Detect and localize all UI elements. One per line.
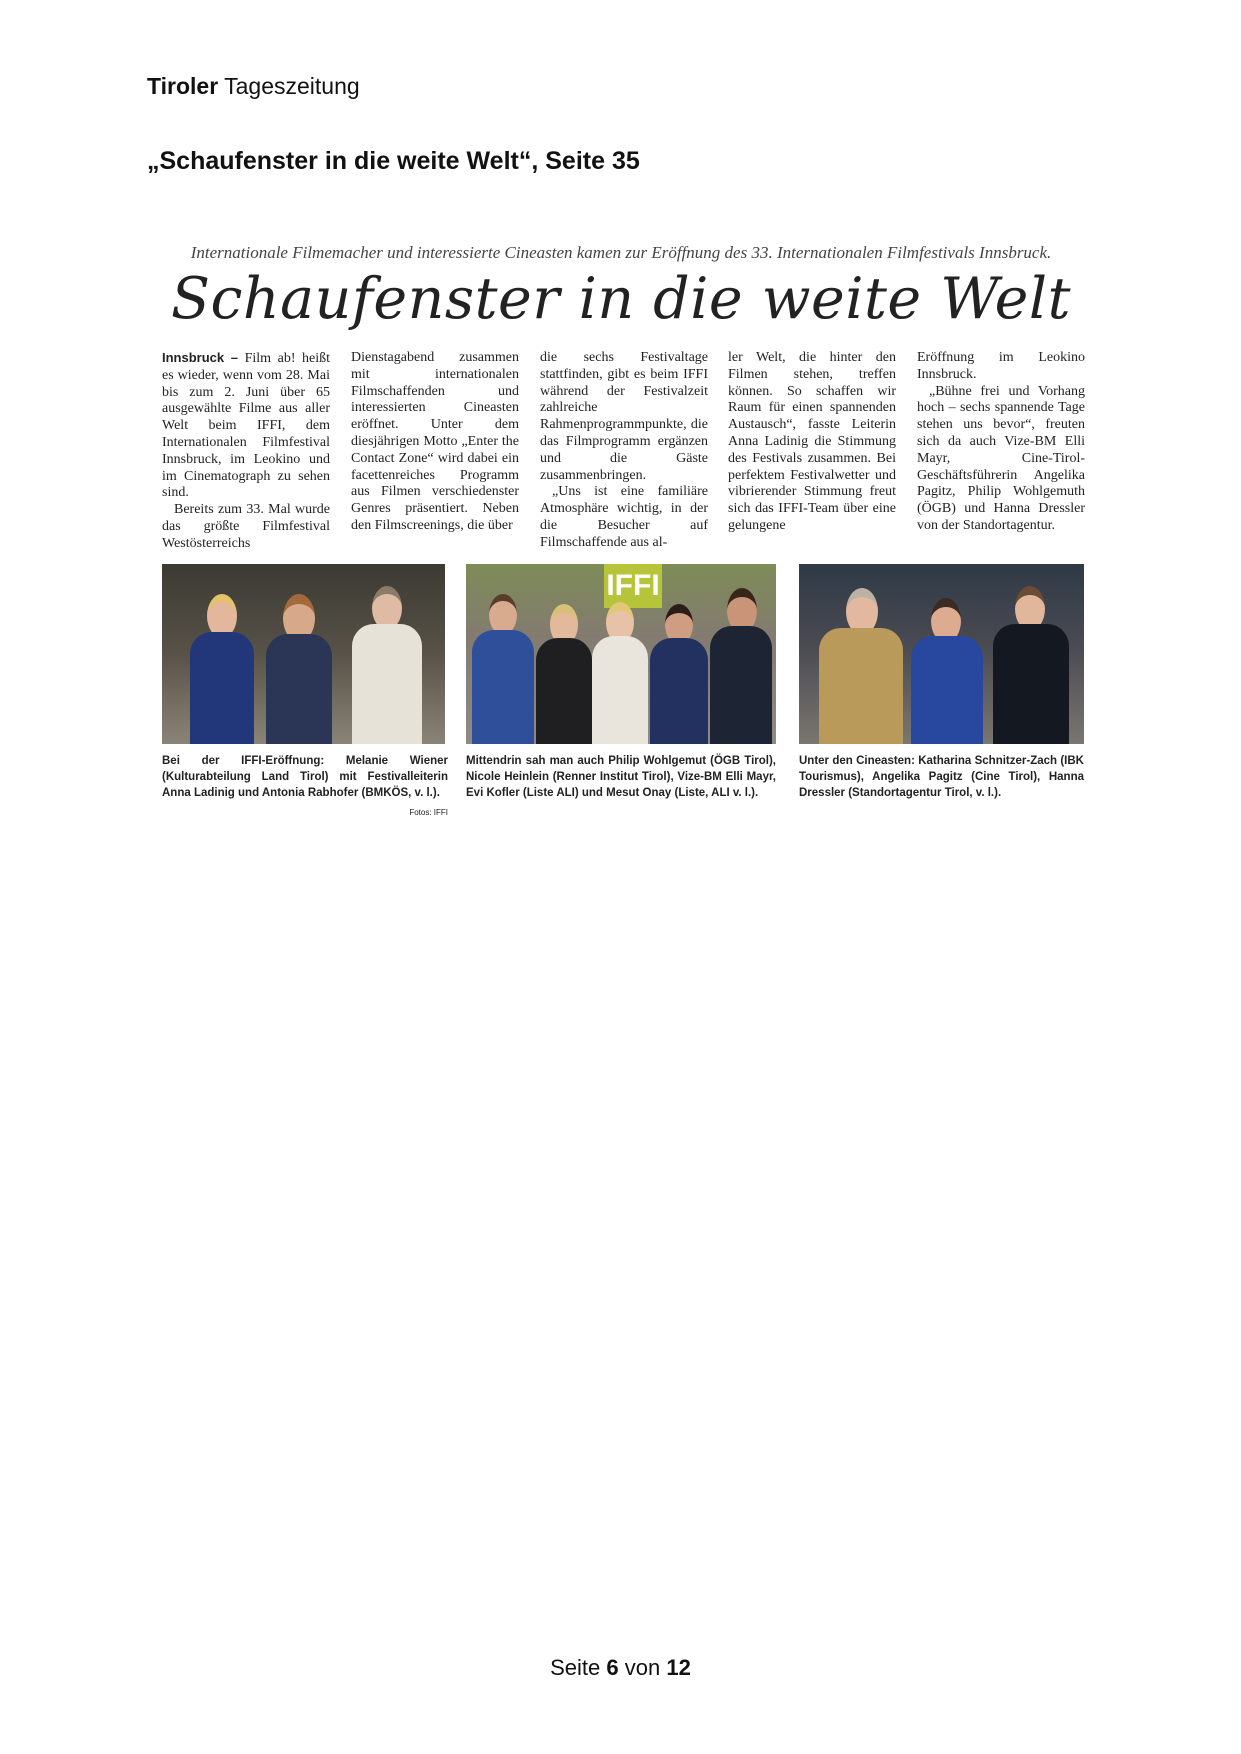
person-figure [266, 594, 332, 744]
photo-festival-opening-2 [466, 564, 776, 744]
article-body [162, 350, 1084, 550]
article-reference: „Schaufenster in die weite Welt“, Seite 35 [147, 147, 640, 175]
column-3-paragraph-2: „Uns ist eine familiäre Atmosphäre wichtig, in der die Besucher auf Filmschaffende aus al- [540, 484, 708, 550]
photo-festival-opening-3 [799, 564, 1084, 744]
text-column-3 [540, 350, 708, 550]
iffi-sign: IFFI [604, 564, 662, 608]
article-kicker: Internationale Filmemacher und interessierte Cineasten kamen zur Eröffnung des 33. Internationalen Filmfestivals Innsbruck. [190, 243, 1052, 262]
column-2-paragraph: Dienstagabend zusammen mit internationalen Filmschaffenden und interessierten Cineasten eröffnet. Unter dem diesjährigen Motto „Enter the Contact Zone“ wird dabei ein facettenreiches Programm aus Filmen verschiedenster Genres präsentiert. Neben den Filmscreenings, die über [351, 350, 519, 533]
person-figure [592, 602, 648, 744]
publication-name-rest: Tageszeitung [224, 73, 360, 99]
column-1-paragraph-1: Film ab! heißt es wieder, wenn vom 28. Mai bis zum 2. Juni über 65 ausgewählte Filme aus aller Welt beim IFFI, dem Internationalen Filmfestival Innsbruck, im Leokino und im Cinematograph zu sehen sind. [162, 351, 330, 501]
person-figure [472, 594, 534, 744]
person-figure [190, 594, 254, 744]
person-figure [650, 604, 708, 744]
page-number [0, 1655, 1241, 1681]
person-figure [911, 598, 983, 744]
column-4-paragraph: ler Welt, die hinter den Filmen stehen, treffen können. So schaffen wir Raum für einen spannenden Austausch“, fasste Leiterin Anna Ladinig die Stimmung des Festivals zusammen. Bei perfektem Festivalwetter und vibrierender Stimmung freut sich das IFFI-Team über eine gelungene [728, 350, 896, 533]
photo-credit: Fotos: IFFI [409, 808, 448, 817]
text-column-2 [351, 350, 519, 550]
total-pages: 12 [666, 1655, 691, 1680]
caption-1-text: Bei der IFFI-Eröffnung: Melanie Wiener (Kulturabteilung Land Tirol) mit Festivalleiterin Anna Ladinig und Antonia Rabhofer (BMKÖS, v. l.). [162, 755, 448, 799]
person-figure [819, 588, 903, 744]
text-column-1 [162, 350, 330, 550]
current-page: 6 [606, 1655, 619, 1680]
text-column-5 [917, 350, 1085, 550]
photo-caption-3: Unter den Cineasten: Katharina Schnitzer-Zach (IBK Tourismus), Angelika Pagitz (Cine Tirol), Hanna Dressler (Standortagentur Tirol, v. l.). [799, 755, 1084, 799]
person-figure [352, 586, 422, 744]
article-headline: Schaufenster in die weite Welt [170, 266, 1072, 332]
photo-caption-1 [162, 753, 448, 821]
column-5-paragraph-2: „Bühne frei und Vorhang hoch – sechs spannende Tage stehen uns bevor“, freuten sich da auch Vize-BM Elli Mayr, Cine-Tirol-Geschäftsführerin Angelika Pagitz, Philip Wohlgemuth (ÖGB) und Hanna Dressler von der Standortagentur. [917, 383, 1085, 533]
column-3-paragraph-1: die sechs Festivaltage stattfinden, gibt es beim IFFI während der Festivalzeit zahlreiche Rahmenprogrammpunkte, die das Filmprogramm ergänzen und die Gäste zusammenbringen. [540, 350, 708, 483]
text-column-4 [728, 350, 896, 550]
publication-name-bold: Tiroler [147, 73, 219, 99]
page-number-separator: von [624, 1655, 661, 1680]
publication-name [147, 73, 360, 100]
person-figure [993, 586, 1069, 744]
page-number-prefix: Seite [550, 1655, 601, 1680]
dateline: Innsbruck – [162, 350, 239, 365]
person-figure [536, 604, 592, 744]
person-figure [710, 588, 772, 744]
photo-caption-2: Mittendrin sah man auch Philip Wohlgemut (ÖGB Tirol), Nicole Heinlein (Renner Institut Tirol), Vize-BM Elli Mayr, Evi Kofler (Liste ALI) und Mesut Onay (Liste, ALI v. l.). [466, 755, 776, 799]
newspaper-clipping [158, 240, 1084, 860]
column-1-paragraph-2: Bereits zum 33. Mal wurde das größte Filmfestival Westösterreichs [162, 502, 330, 550]
photo-festival-opening-1 [162, 564, 445, 744]
column-5-paragraph-1: Eröffnung im Leokino Innsbruck. [917, 350, 1085, 382]
